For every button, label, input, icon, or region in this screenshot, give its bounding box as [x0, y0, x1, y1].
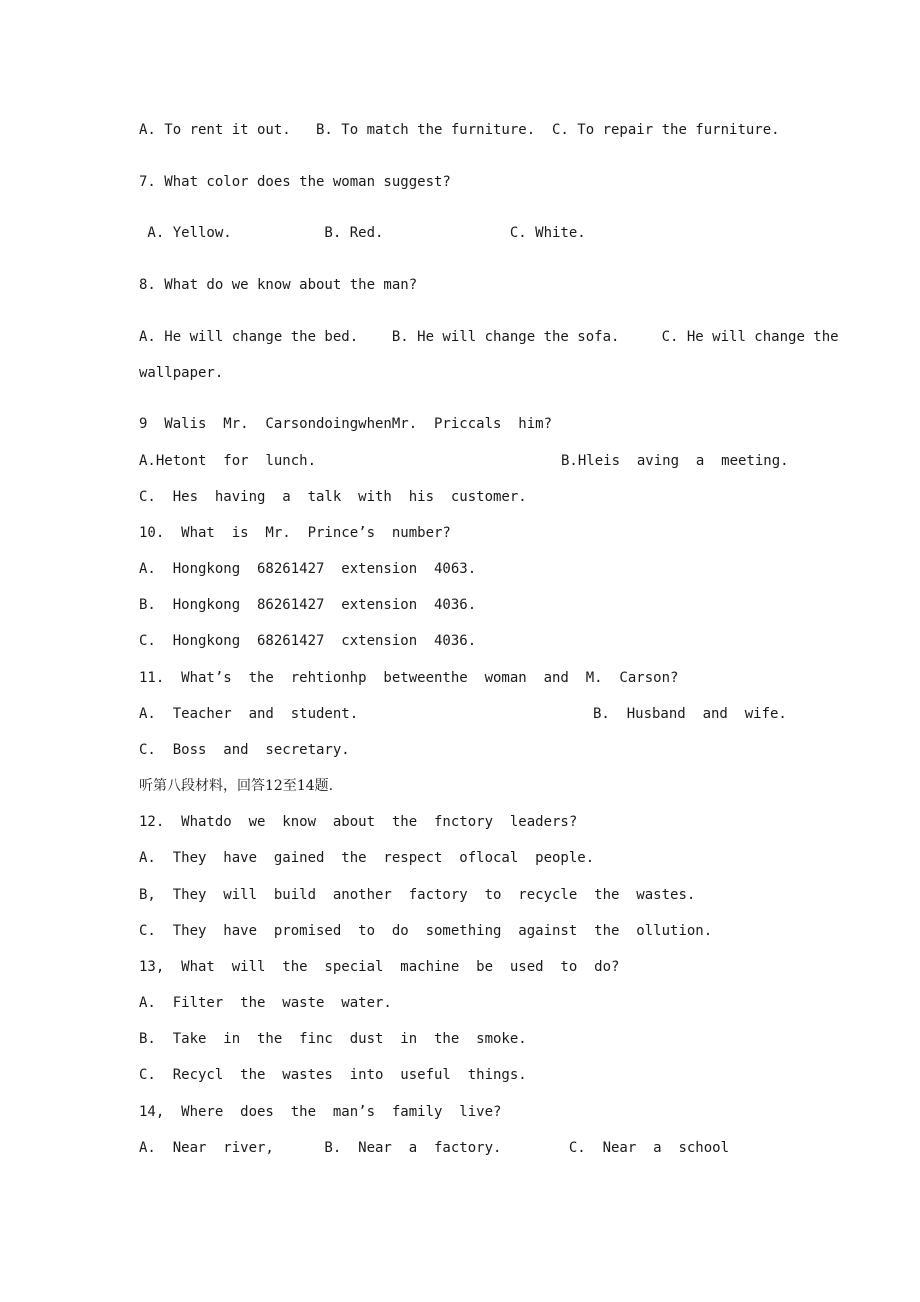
q8-question: 8. What do we know about the man? [139, 277, 418, 293]
q13-option-a: A. Filter the waste water. [139, 995, 392, 1011]
q10-option-b: B. Hongkong 86261427 extension 4036. [139, 597, 477, 613]
q8-options-continued: wallpaper. [139, 365, 224, 381]
q12-option-c: C. They have promised to do something against the ollution. [139, 923, 713, 939]
q11-question: 11. What’s the rehtionhp betweenthe woman and M. Carson? [139, 670, 679, 686]
q6-options: A. To rent it out. B. To match the furniture. C. To repair the furniture. [139, 122, 780, 138]
q14-question: 14, Where does the man’s family live? [139, 1104, 502, 1120]
q12-question: 12. Whatdo we know about the fnctory leaders? [139, 814, 578, 830]
q14-options: A. Near river, B. Near a factory. C. Near a school [139, 1140, 730, 1156]
q13-option-c: C. Recycl the wastes into useful things. [139, 1067, 527, 1083]
q12-option-a: A. They have gained the respect oflocal people. [139, 850, 595, 866]
q12-option-b: B, They will build another factory to recycle the wastes. [139, 887, 696, 903]
q11-option-a: A. Teacher and student. [139, 706, 359, 722]
q11-option-b: B. Husband and wife. [593, 706, 787, 722]
q9-question: 9 Walis Mr. CarsondoingwhenMr. Priccals him? [139, 416, 553, 432]
q10-option-a: A. Hongkong 68261427 extension 4063. [139, 561, 477, 577]
q9-option-b: B.Hleis aving a meeting. [561, 453, 789, 469]
q10-question: 10. What is Mr. Prince’s number? [139, 525, 451, 541]
q9-option-c: C. Hes having a talk with his customer. [139, 489, 527, 505]
q10-option-c: C. Hongkong 68261427 cxtension 4036. [139, 633, 477, 649]
q13-option-b: B. Take in the finc dust in the smoke. [139, 1031, 527, 1047]
q11-option-c: C. Boss and secretary. [139, 742, 350, 758]
q8-options: A. He will change the bed. B. He will change the sofa. C. He will change the [139, 329, 839, 345]
q7-options: A. Yellow. B. Red. C. White. [139, 225, 586, 241]
q13-question: 13, What will the special machine be used to do? [139, 959, 620, 975]
section-instruction: 听第八段材料，回答12至14题. [139, 778, 334, 794]
q9-option-a: A.Hetont for lunch. [139, 453, 317, 469]
q7-question: 7. What color does the woman suggest? [139, 174, 451, 190]
